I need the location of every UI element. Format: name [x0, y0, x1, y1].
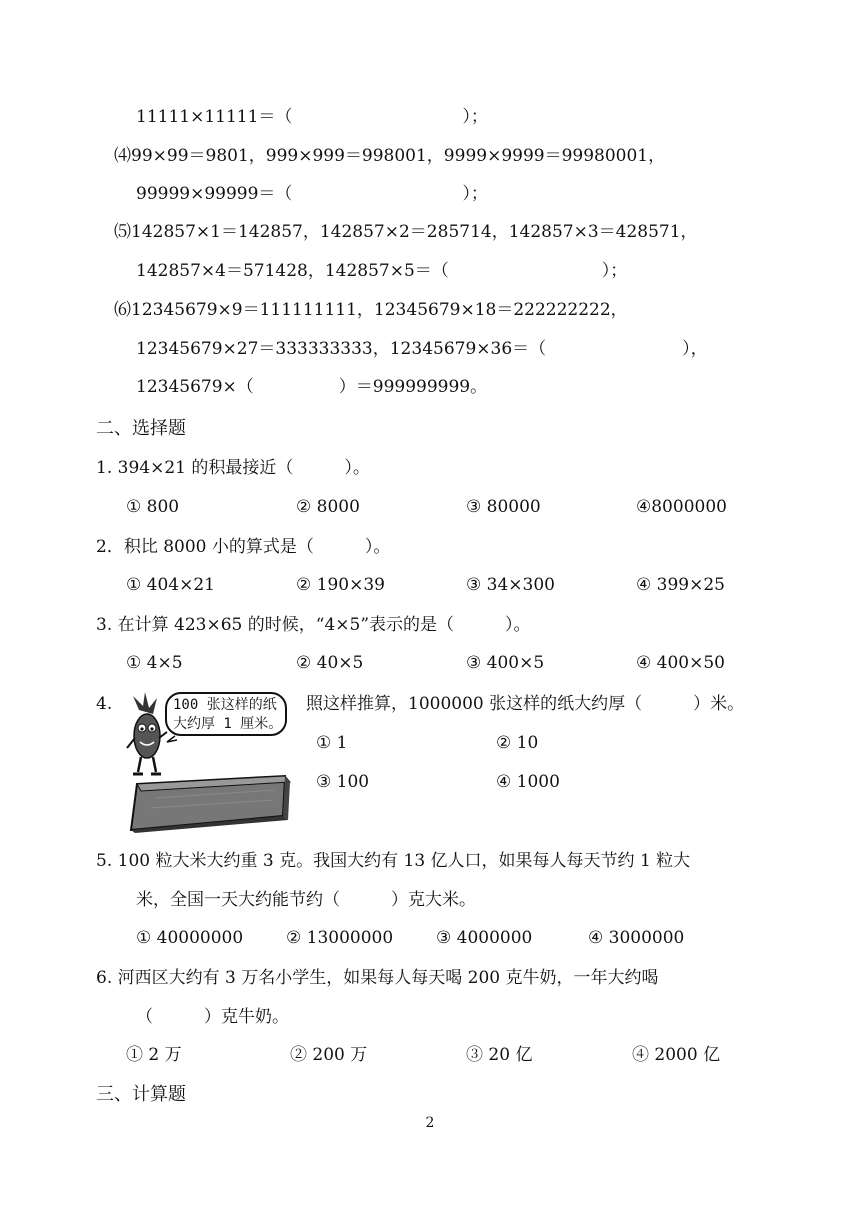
q2-option-2: ② 190×39	[296, 575, 385, 595]
section-heading-choice: 二、选择题	[96, 418, 186, 439]
q2-option-4: ④ 399×25	[636, 575, 725, 595]
q6-option-1: ① 2 万	[126, 1045, 182, 1065]
q3-option-4: ④ 400×50	[636, 653, 725, 673]
q1-option-4: ④8000000	[636, 497, 727, 517]
q3-option-3: ③ 400×5	[466, 653, 545, 673]
line-6: ⑹12345679×9＝111111111，12345679×18＝222222222，	[114, 300, 628, 320]
q3-stem: 3. 在计算 423×65 的时候，“4×5”表示的是（ ）。	[96, 615, 531, 635]
q5-option-3: ③ 4000000	[436, 928, 533, 948]
q1-stem: 1. 394×21 的积最接近（ ）。	[96, 458, 370, 478]
q3-option-2: ② 40×5	[296, 653, 364, 673]
cartoon-character-icon	[127, 692, 167, 774]
q1-option-2: ② 8000	[296, 497, 360, 517]
q6-stem-line-2: （ ）克牛奶。	[136, 1007, 289, 1027]
q6-option-4: ④ 2000 亿	[632, 1045, 721, 1065]
q3-option-1: ① 4×5	[126, 653, 183, 673]
q5-option-1: ① 40000000	[136, 928, 244, 948]
line-1: 11111×11111＝（ ）；	[136, 107, 488, 127]
q4-option-1: ① 1	[316, 733, 348, 753]
line-7: 12345679×27＝333333333，12345679×36＝（ ），	[136, 339, 708, 359]
q4-option-3: ③ 100	[316, 772, 370, 792]
line-8: 12345679×（ ）＝999999999。	[136, 377, 488, 397]
q2-option-1: ① 404×21	[126, 575, 215, 595]
line-2: ⑷99×99＝9801，999×999＝998001，9999×9999＝99980001，	[114, 146, 666, 166]
q4-option-4: ④ 1000	[496, 772, 560, 792]
speech-bubble	[165, 692, 287, 736]
line-4: ⑸142857×1＝142857，142857×2＝285714，142857×3＝428571，	[114, 222, 698, 242]
line-5: 142857×4＝571428，142857×5＝（ ）；	[136, 261, 628, 281]
q1-option-3: ③ 80000	[466, 497, 541, 517]
q4-stem: 照这样推算，1000000 张这样的纸大约厚（ ）米。	[306, 694, 745, 714]
paper-stack-icon	[131, 776, 290, 833]
q5-option-2: ② 13000000	[286, 928, 394, 948]
q1-option-1: ① 800	[126, 497, 180, 517]
q6-option-3: ③ 20 亿	[466, 1045, 533, 1065]
q2-stem: 2．积比 8000 小的算式是（ ）。	[96, 537, 391, 557]
q5-option-4: ④ 3000000	[588, 928, 685, 948]
q6-stem-line-1: 6. 河西区大约有 3 万名小学生，如果每人每天喝 200 克牛奶，一年大约喝	[96, 968, 659, 988]
q2-option-3: ③ 34×300	[466, 575, 555, 595]
section-heading-calculation: 三、计算题	[96, 1084, 186, 1105]
q5-stem-line-1: 5. 100 粒大米大约重 3 克。我国大约有 13 亿人口，如果每人每天节约 1 粒大	[96, 851, 691, 871]
q4-option-2: ② 10	[496, 733, 539, 753]
bubble-line-2: 大约厚 1 厘米。	[173, 716, 283, 732]
page-number: 2	[425, 1115, 435, 1131]
bubble-line-1: 100 张这样的纸	[173, 697, 277, 713]
q4-number: 4.	[96, 694, 113, 714]
q6-option-2: ② 200 万	[290, 1045, 368, 1065]
q5-stem-line-2: 米，全国一天大约能节约（ ）克大米。	[136, 890, 476, 910]
line-3: 99999×99999＝（ ）；	[136, 184, 488, 204]
